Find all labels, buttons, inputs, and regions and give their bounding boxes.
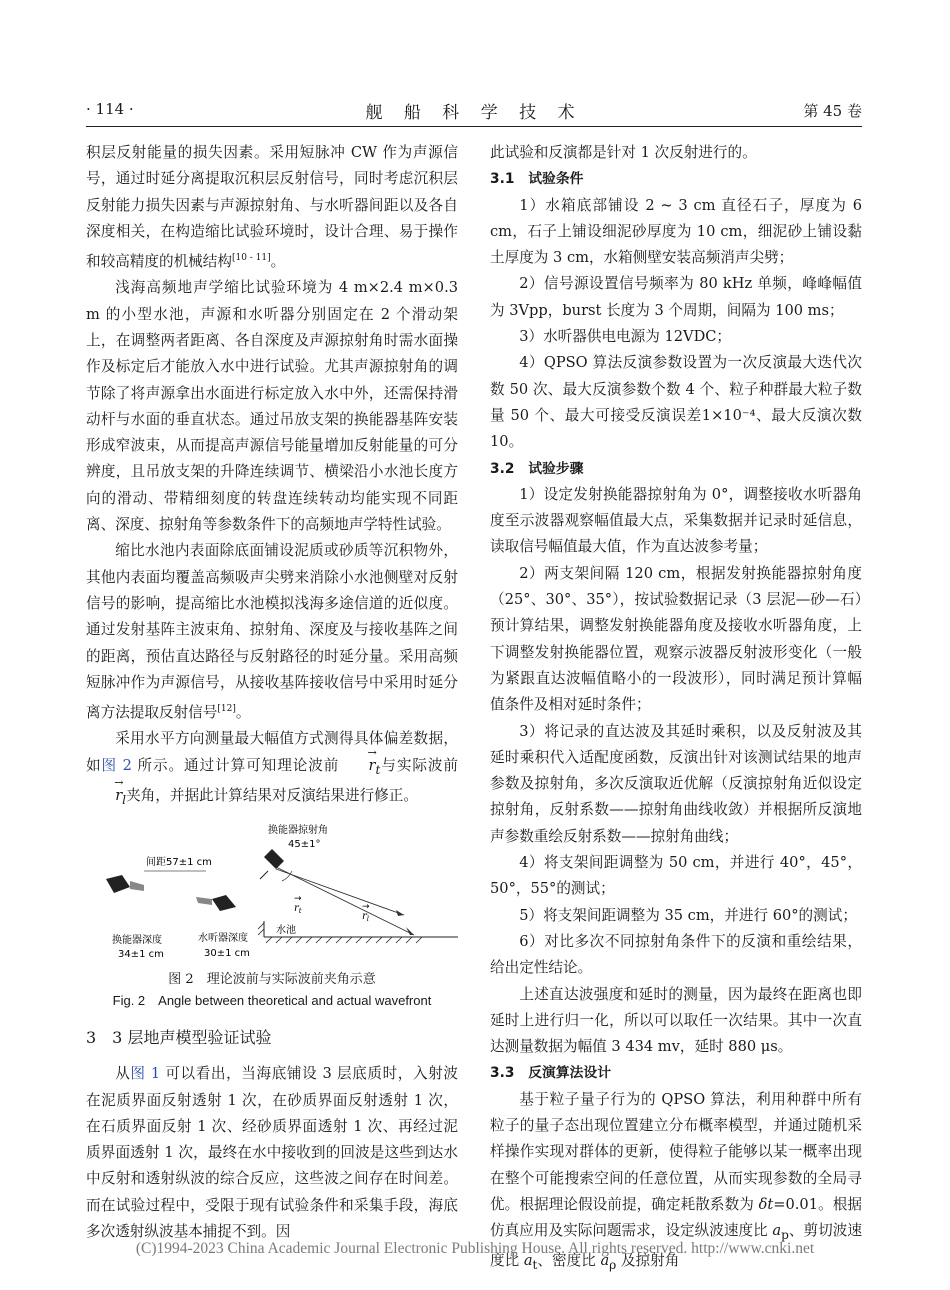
list-item: 1）水箱底部铺设 2 ~ 3 cm 直径石子，厚度为 6 cm，石子上铺设细泥砂厚度为 10 cm，细泥砂上铺设黏土厚度为 3 cm，水箱侧壁安装高频消声尖劈； (490, 196, 862, 267)
paragraph: 基于粒子量子行为的 QPSO 算法，利用种群中所有粒子的量子态出现位置建立分布概率模型，并通过随机采样操作实现对群体的更新，使得粒子能够以某一概率出现在整个可能搜索空间的任意位置，从而实现参数的全局寻优。根据理论假设前提，确定耗散系数为 δt=0.01。根据仿真应用及实际问题需求，设定纵波速度比 $a_p$、剪切波速度比 $a_t$、密度比 $a_\rho$ 及掠射角 (490, 1090, 862, 1273)
subsection-heading: 3.3 反演算法设计 (490, 1065, 612, 1082)
paragraph: 从图 1 可以看出，当海底铺设 3 层底质时，入射波在泥质界面反射透射 1 次，在砂质界面反射透射 1 次，在石质界面反射 1 次、经砂质界面透射 1 次、再经过泥质界面透射 1 次，最终在水中接收到的回波是这些到达水中反射和透射纵波的综合反应，这些波之间存在时间差。而在试验过程中，受限于现有试验条件和采集手段，海底多次透射纵波基本捕捉不到。因 (86, 1065, 458, 1241)
figure-link[interactable]: 图 1 (130, 1065, 161, 1083)
figure-caption-en: Fig. 2 Angle between theoretical and actual wavefront (112, 992, 432, 1008)
angle-label: 换能器掠射角 (268, 824, 328, 836)
paragraph: 积层反射能量的损失因素。采用短脉冲 CW 作为声源信号，通过时延分离提取沉积层反射信号，同时考虑沉积层反射能力损失因素与声源掠射角、与水听器间距以及各自深度相关，在构造缩比试验环境时，设计合理、易于操作和较高精度的机械结构[10 - 11]。 (86, 144, 458, 271)
hydrophone-depth-value: 30±1 cm (204, 947, 250, 959)
copyright-footer: (C)1994-2023 China Academic Journal Electronic Publishing House. All rights reserved. http://www.cnki.net (135, 1240, 815, 1257)
list-item: 2）两支架间隔 120 cm，根据发射换能器掠射角度（25°、30°、35°），按试验数据记录（3 层泥—砂—石）预计算结果，调整发射换能器角度及接收水听器角度，上下调整发射换能器位置，观察示波器反射波形变化（一般为紧跟直达波幅值略小的一段波形），同时满足预计算幅值条件及相对延时条件； (490, 564, 862, 714)
rl-label: $r_l$ (362, 910, 370, 923)
header-rule (86, 126, 862, 127)
figure-2 (86, 819, 458, 1011)
vector-rt: → $r_t$ (339, 753, 380, 783)
subsection-heading: 3.2 试验步骤 (490, 460, 584, 477)
paragraph: 采用水平方向测量最大幅值方式测得具体偏差数据，如图 2 所示。通过计算可知理论波前→ $r_t$与实际波前→ $r_l$夹角，并据此计算结果对反演结果进行修正。 (86, 726, 458, 813)
transducer-depth-label: 换能器深度 (112, 934, 162, 946)
pool-label: 水池 (276, 924, 296, 936)
figure-link[interactable]: 图 2 (101, 756, 132, 774)
list-item: 6）对比多次不同掠射角条件下的反演和重绘结果，给出定性结论。 (490, 932, 862, 977)
angle-value: 45±1° (288, 838, 321, 850)
paragraph: 此试验和反演都是针对 1 次反射进行的。 (490, 144, 757, 161)
list-item: 2）信号源设置信号频率为 80 kHz 单频，峰峰幅值为 3Vpp，burst 长度为 3 个周期，间隔为 100 ms； (490, 275, 862, 319)
left-transducer-icon (106, 875, 144, 893)
hydrophone-depth-label: 水听器深度 (198, 932, 248, 944)
figure-caption-cn: 图 2 理论波前与实际波前夹角示意 (168, 971, 376, 987)
citation[interactable]: [10 - 11] (231, 253, 271, 264)
list-item: 5）将支架间距调整为 35 cm，并进行 60°的测试； (519, 906, 857, 924)
list-item: 4）QPSO 算法反演参数设置为一次反演最大迭代次数 50 次、最大反演参数个数 4 个、粒子种群最大粒子数量 50 个、最大可接受反演误差1×10⁻⁴、最大反演次数 10。 (490, 354, 862, 451)
list-item: 3）水听器供电电源为 12VDC； (519, 328, 732, 346)
paragraph: 浅海高频地声学缩比试验环境为 4 m×2.4 m×0.3 m 的小型水池，声源和水听器分别固定在 2 个滑动架上，在调整两者距离、各自深度及声源掠射角时需水面操作及标定后才能放入水中进行试验。尤其声源掠射角的调节除了将声源拿出水面进行标定放入水中外，还需保持滑动杆与水面的垂直状态。通过吊放支架的换能器基阵安装形成窄波束，从而提高声源信号能量增加反射能量的可分辨度，且吊放支架的升降连续调节、横梁沿小水池长度方向的滑动、带精细刻度的转盘连续转动均能实现不同距离、深度、掠射角等参数条件下的高频地声学特性试验。 (86, 279, 458, 534)
wavefront-diagram (86, 819, 458, 969)
left-column (86, 140, 458, 1245)
volume-number: 第 45 卷 (803, 102, 862, 120)
paragraph: 缩比水池内表面除底面铺设泥质或砂质等沉积物外，其他内表面均覆盖高频吸声尖劈来消除小水池侧壁对反射信号的影响，提高缩比水池模拟浅海多途信道的近似度。通过发射基阵主波束角、掠射角、深度及与接收基阵之间的距离，预估直达路径与反射路径的时延分量。采用高频短脉冲作为声源信号，从接收基阵接收信号中采用时延分离方法提取反射信号[12]。 (86, 542, 458, 721)
list-item: 1）设定发射换能器掠射角为 0°，调整接收水听器角度至示波器观察幅值最大点，采集数据并记录时延信息，读取信号幅值最大值，作为直达波参考量； (490, 485, 862, 556)
section-heading: 3 3 层地声模型验证试验 (86, 1027, 272, 1047)
hydrophone-icon (196, 895, 236, 911)
subsection-heading: 3.1 试验条件 (490, 171, 584, 188)
svg-text:→: → (362, 901, 370, 912)
running-header (86, 98, 862, 124)
transducer-depth-value: 34±1 cm (118, 948, 164, 960)
angled-transducer-icon (260, 849, 284, 879)
paragraph: 上述直达波强度和延时的测量，因为最终在距离也即延时上进行归一化，所以可以取任一次结果。其中一次直达测量数据为幅值 3 434 mv，延时 880 μs。 (490, 985, 862, 1056)
right-column (490, 140, 862, 1279)
page-number: · 114 · (86, 100, 134, 118)
citation[interactable]: [12] (217, 704, 236, 715)
list-item: 4）将支架间距调整为 50 cm，并进行 40°，45°，50°，55°的测试； (490, 854, 862, 898)
svg-text:→: → (294, 893, 302, 904)
journal-title: 舰 船 科 学 技 术 (365, 103, 583, 123)
rt-label: $r_t$ (294, 902, 302, 915)
vector-rl: → $r_l$ (86, 783, 126, 813)
list-item: 3）将记录的直达波及其延时乘积，以及反射波及其延时乘积代入适配度函数，反演出针对该测试结果的地声参数及掠射角，多次反演取近优解（反演掠射角近似设定掠射角，反射系数——掠射角曲线收敛）并根据所反演地声参数重绘反射系数——掠射角曲线； (490, 722, 862, 845)
gap-label: 间距57±1 cm (146, 856, 212, 868)
